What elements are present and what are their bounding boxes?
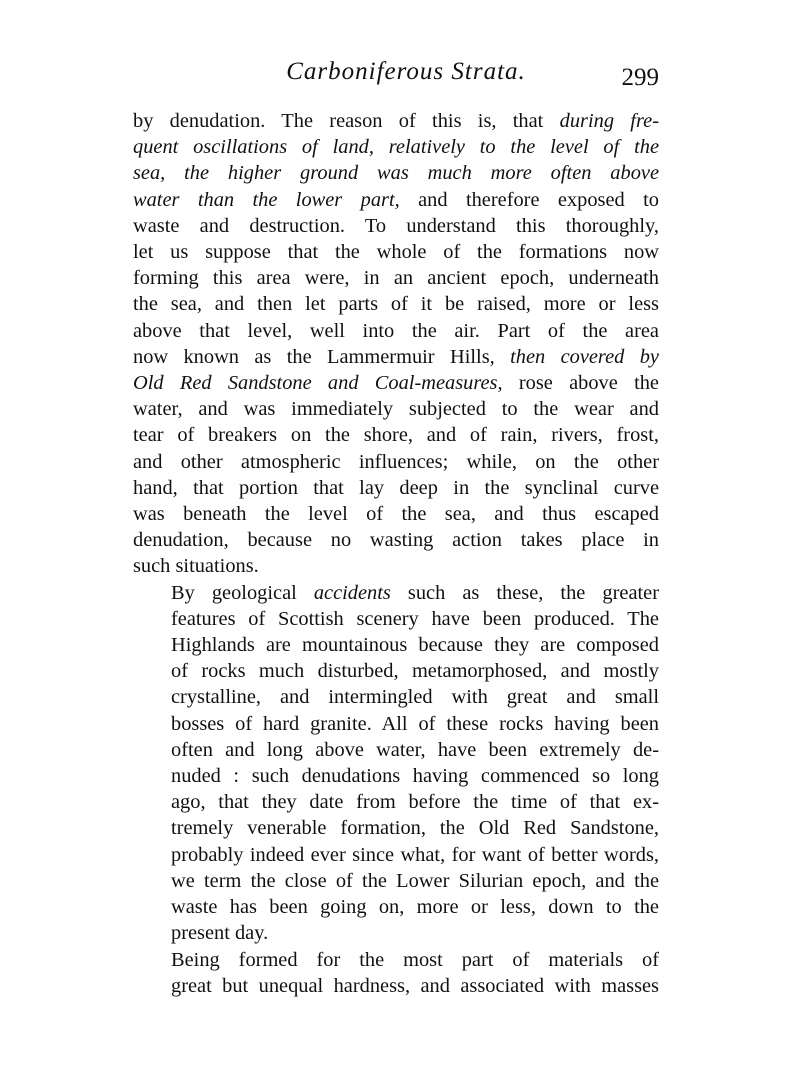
text-run: tremely venerable formation, the Old Red Sandstone, [171,817,659,840]
text-run: Highlands are mountainous because they are composed [171,634,659,657]
text-run: bosses of hard granite. All of these rocks having been [171,712,659,735]
text-line [133,160,659,186]
text-run: often and long above water, have been extremely de- [171,738,659,761]
text-line [133,344,659,370]
running-head [133,58,659,98]
book-page [133,58,659,999]
italic-text: Old Red Sandstone and Coal-measures, [133,372,503,395]
text-run: rose above the [502,372,659,395]
text-line [133,318,659,344]
text-line [133,973,659,999]
paragraph [133,947,659,999]
text-run: hand, that portion that lay deep in the synclinal curve [133,476,659,499]
italic-text: water than the lower part, [133,188,400,211]
text-run: we term the close of the Lower Silurian epoch, and the [171,869,659,892]
text-line [133,737,659,763]
text-line [133,239,659,265]
text-run: ago, that they date from before the time of that ex- [171,791,659,814]
text-run: probably indeed ever since what, for want of better words, [171,843,659,866]
text-run: nuded : such denudations having commenced so long [171,765,659,788]
text-line [133,580,659,606]
italic-text: during fre- [559,110,659,132]
text-line [133,606,659,632]
text-line [133,527,659,553]
text-line [133,370,659,396]
text-line [133,291,659,317]
text-line [133,553,659,579]
text-run: and other atmospheric influences; while, on the other [133,450,659,473]
italic-text: accidents [313,581,391,604]
text-run: waste and destruction. To understand this thoroughly, [133,214,659,237]
text-run: above that level, well into the air. Part of the area [133,319,659,342]
italic-text: then covered by [510,345,659,368]
text-run: let us suppose that the whole of the formations now [133,241,659,264]
text-run: features of Scottish scenery have been produced. The [171,607,659,630]
text-line [133,842,659,868]
text-run: waste has been going on, more or less, down to the [171,896,659,919]
text-line [133,815,659,841]
paragraph [133,108,659,580]
text-run: the sea, and then let parts of it be raised, more or less [133,293,659,316]
text-line [133,396,659,422]
text-line [133,632,659,658]
paragraph [133,580,659,947]
text-run: and therefore exposed to [399,188,659,211]
text-run: forming this area were, in an ancient epoch, underneath [133,267,659,290]
text-line [133,501,659,527]
text-line [133,213,659,239]
text-run: of rocks much disturbed, metamorphosed, and mostly [171,660,659,683]
text-run: water, and was immediately subjected to the wear and [133,398,659,421]
text-run: present day. [171,922,269,945]
text-line [133,265,659,291]
text-run: By geological [171,581,314,604]
text-run: crystalline, and intermingled with great and small [171,686,659,709]
body-text [133,108,659,999]
text-run: denudation, because no wasting action takes place in [133,529,659,552]
text-line [133,789,659,815]
text-line [133,868,659,894]
text-run: Being formed for the most part of materials of [171,948,659,971]
text-line [133,711,659,737]
text-run: was beneath the level of the sea, and thus escaped [133,503,659,526]
text-run: now known as the Lammermuir Hills, [133,345,511,368]
text-line [133,475,659,501]
running-title: Carboniferous Strata. [286,58,526,85]
text-line [133,108,659,134]
text-run: such as these, the greater [390,581,659,604]
text-line [133,947,659,973]
italic-text: quent oscillations of land, relatively to the level of the [133,136,659,159]
text-line [133,763,659,789]
text-run: great but unequal hardness, and associated with masses [171,974,659,997]
text-line [133,894,659,920]
text-line [133,134,659,160]
page-number: 299 [621,64,659,91]
text-line [133,920,659,946]
text-line [133,187,659,213]
italic-text: sea, the higher ground was much more often above [133,162,659,185]
text-line [133,684,659,710]
text-line [133,449,659,475]
text-run: by denudation. The reason of this is, that [133,110,560,132]
text-run: such situations. [133,555,259,578]
text-line [133,658,659,684]
text-line [133,422,659,448]
text-run: tear of breakers on the shore, and of rain, rivers, frost, [133,424,659,447]
